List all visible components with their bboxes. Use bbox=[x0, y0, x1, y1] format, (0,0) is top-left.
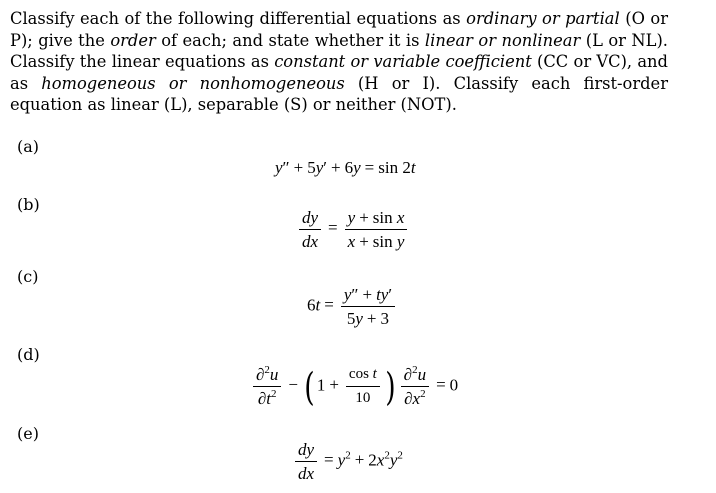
intro-text-6: (H or I). Classify each first-order equation as linear (L), separable (S) or neither (NOT). bbox=[10, 73, 668, 115]
eq-d-partial-1: ∂ bbox=[256, 365, 265, 384]
eq-d-cos-fraction bbox=[346, 365, 380, 408]
eq-e-dy: dy bbox=[295, 440, 317, 462]
eq-b-denominator bbox=[345, 230, 408, 251]
eq-d-partial-2: ∂ bbox=[257, 389, 267, 408]
eq-d-ten: 10 bbox=[355, 390, 371, 406]
eq-c-num-double-prime: ″ bbox=[351, 285, 359, 304]
intro-order: order bbox=[110, 30, 156, 50]
eq-c-den-y: y bbox=[355, 309, 363, 328]
eq-d-one: 1 bbox=[316, 375, 326, 395]
eq-b-num-sin: sin bbox=[372, 208, 393, 227]
item-label-e: (e) bbox=[17, 424, 39, 443]
eq-d-minus: − bbox=[288, 375, 298, 395]
eq-c-num-plus: + bbox=[362, 285, 373, 304]
eq-b-dy: dy bbox=[299, 208, 321, 230]
eq-e-sq-3: 2 bbox=[397, 449, 403, 462]
intro-ordinary-or-partial: ordinary or partial bbox=[466, 9, 620, 28]
eq-b-dx: dx bbox=[302, 232, 319, 251]
eq-c-den-3: 3 bbox=[380, 309, 390, 328]
eq-d-den1 bbox=[253, 387, 281, 408]
eq-c-den-5: 5 bbox=[346, 309, 356, 328]
intro-text-5: (CC or VC), and as bbox=[10, 52, 668, 93]
intro-text-1: Classify each of the following differential equations as bbox=[10, 9, 467, 28]
eq-d-equals: = bbox=[436, 375, 446, 395]
item-label-a: (a) bbox=[17, 137, 40, 156]
intro-constant-or-variable: constant or variable coefficient bbox=[274, 52, 532, 72]
eq-d-cos-num bbox=[346, 365, 380, 387]
eq-b-rhs-fraction bbox=[345, 208, 408, 251]
eq-c-numerator bbox=[341, 285, 395, 307]
eq-d-den2 bbox=[401, 387, 429, 408]
eq-d-cos: cos bbox=[348, 366, 369, 382]
eq-e-equals: = bbox=[324, 450, 334, 470]
eq-e-y: y bbox=[337, 450, 346, 470]
eq-c-t: t bbox=[315, 295, 321, 315]
eq-a-coef-5: 5 bbox=[307, 158, 316, 177]
eq-e-sq-2: 2 bbox=[384, 449, 390, 462]
eq-d-cos-t: t bbox=[372, 366, 377, 382]
eq-c-num-y: y bbox=[343, 285, 352, 304]
eq-a-equals: = bbox=[364, 158, 375, 177]
eq-d-plus: + bbox=[329, 375, 339, 395]
eq-c-den-plus: + bbox=[366, 309, 377, 328]
eq-d-zero: 0 bbox=[449, 375, 459, 395]
eq-b-num-plus: + bbox=[359, 208, 369, 227]
eq-d-sq-1: 2 bbox=[264, 364, 270, 376]
eq-d-u-2: u bbox=[417, 365, 427, 384]
intro-text-2: (O or P); give the bbox=[10, 9, 669, 50]
item-label-d: (d) bbox=[17, 345, 40, 364]
eq-d-num1 bbox=[253, 365, 281, 387]
eq-d-u-1: u bbox=[269, 365, 279, 384]
item-label-b: (b) bbox=[17, 195, 40, 214]
eq-d-sq-4: 2 bbox=[420, 388, 426, 400]
equation-d bbox=[250, 365, 458, 408]
eq-d-partial-4: ∂ bbox=[404, 389, 413, 408]
eq-d-partial-3: ∂ bbox=[403, 365, 413, 384]
eq-e-dx: dx bbox=[298, 464, 315, 483]
eq-c-num-y2: y bbox=[380, 285, 389, 304]
eq-a-plus2: + bbox=[331, 158, 341, 177]
equation-b bbox=[296, 208, 410, 251]
eq-d-sq-3: 2 bbox=[412, 364, 418, 376]
eq-b-den-sin: sin bbox=[372, 232, 393, 251]
intro-homogeneous: homogeneous or nonhomogeneous bbox=[41, 73, 345, 93]
eq-b-den-plus: + bbox=[359, 232, 369, 251]
eq-b-num-x: x bbox=[396, 208, 405, 227]
eq-e-sq-1: 2 bbox=[345, 449, 351, 462]
eq-d-partial-t-fraction bbox=[253, 365, 281, 408]
eq-c-equals: = bbox=[324, 295, 334, 315]
eq-e-lhs-fraction bbox=[295, 440, 317, 483]
intro-text-3: of each; and state whether it is bbox=[155, 30, 425, 50]
eq-b-num-y: y bbox=[347, 208, 356, 227]
eq-e-x: x bbox=[376, 450, 385, 470]
eq-c-coef-6: 6 bbox=[307, 295, 316, 315]
eq-e-coef-2: 2 bbox=[368, 450, 377, 470]
eq-c-denominator bbox=[341, 307, 395, 328]
eq-a-coef-2: 2 bbox=[402, 158, 411, 177]
eq-b-den-x: x bbox=[347, 232, 356, 251]
eq-c-num-t: t bbox=[376, 285, 381, 304]
eq-c-num-prime: ′ bbox=[388, 285, 393, 304]
eq-d-right-paren: ) bbox=[385, 364, 396, 409]
eq-d-num2 bbox=[401, 365, 429, 387]
problem-statement bbox=[10, 8, 668, 116]
equation-a bbox=[275, 158, 416, 178]
eq-a-t: t bbox=[410, 158, 416, 177]
eq-a-coef-6: 6 bbox=[344, 158, 354, 177]
eq-b-equals: = bbox=[328, 218, 338, 238]
equation-e bbox=[292, 440, 403, 483]
eq-a-double-prime: ″ bbox=[282, 158, 290, 177]
eq-a-y: y bbox=[275, 158, 283, 177]
eq-d-t: t bbox=[266, 389, 272, 408]
item-label-c: (c) bbox=[17, 267, 39, 286]
intro-linear-or-nonlinear: linear or nonlinear bbox=[424, 30, 581, 50]
eq-b-den-y: y bbox=[396, 232, 405, 251]
eq-a-y3: y bbox=[353, 158, 361, 177]
intro-text-4: (L or NL). Classify the linear equations as bbox=[10, 30, 668, 72]
eq-e-plus: + bbox=[354, 450, 365, 470]
eq-d-sq-2: 2 bbox=[271, 388, 277, 400]
eq-d-left-paren: ( bbox=[304, 364, 315, 409]
eq-c-fraction bbox=[341, 285, 395, 328]
eq-b-numerator bbox=[345, 208, 408, 230]
eq-a-sin: sin bbox=[378, 158, 399, 177]
eq-d-x: x bbox=[412, 389, 421, 408]
eq-a-prime: ′ bbox=[323, 158, 327, 177]
eq-a-y2: y bbox=[315, 158, 324, 177]
eq-b-lhs-fraction bbox=[299, 208, 321, 251]
eq-a-plus: + bbox=[293, 158, 304, 177]
eq-d-partial-x-fraction bbox=[401, 365, 429, 408]
equation-c bbox=[307, 285, 398, 328]
eq-e-y2: y bbox=[389, 450, 398, 470]
